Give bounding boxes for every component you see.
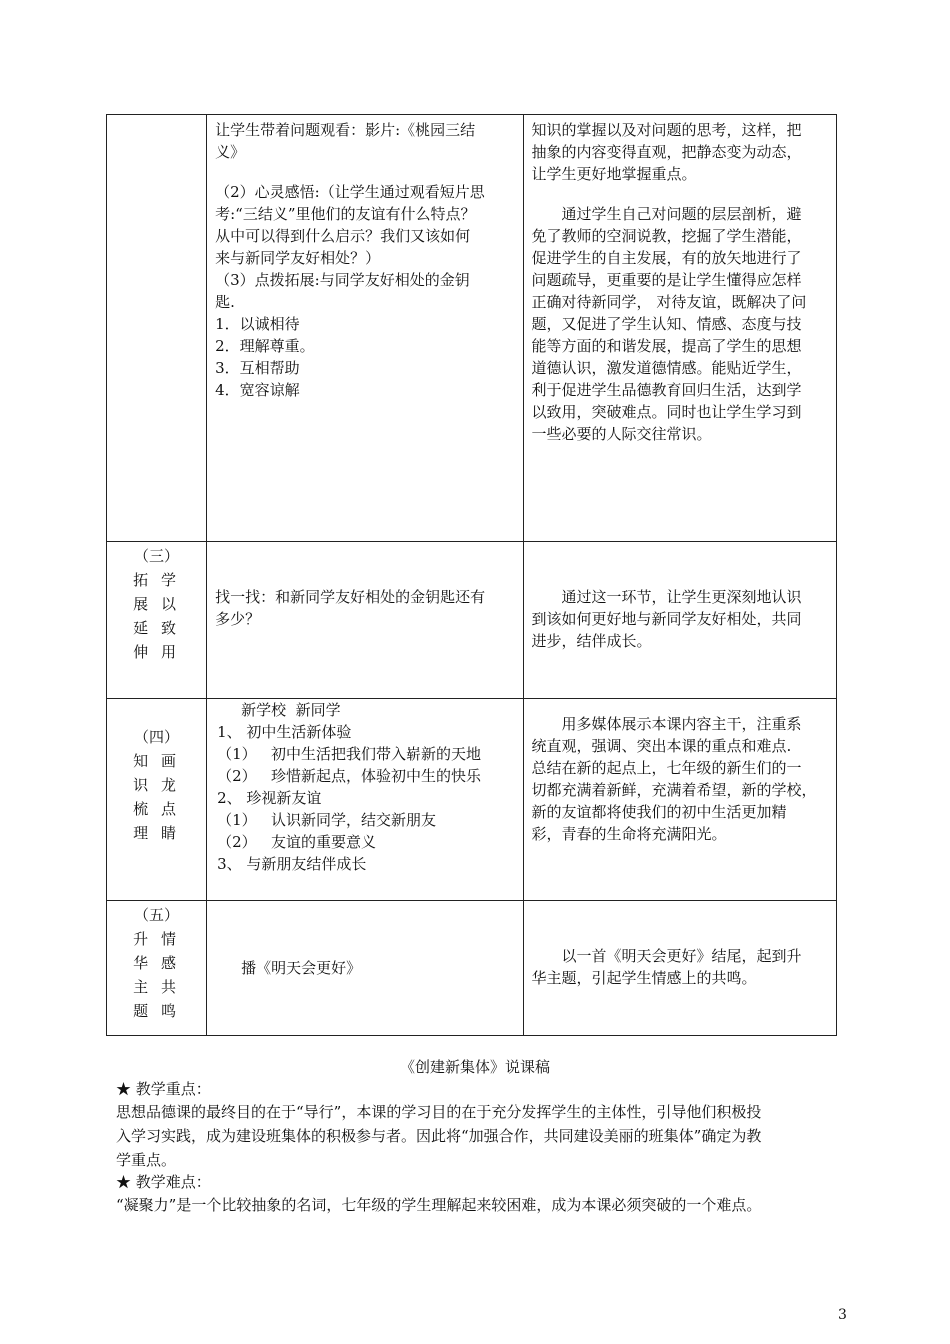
text-line: 正确对待新同学， 对待友谊，既解决了问	[531, 293, 807, 311]
heading-key-points: ★ 教学重点：	[116, 1080, 211, 1098]
stage-label: 识 龙	[133, 776, 180, 794]
stage-number: （三）	[134, 547, 180, 565]
stage-label: 梳 点	[133, 800, 180, 818]
text-line: 找一找：和新同学友好相处的金钥匙还有	[215, 588, 486, 606]
table-row	[107, 542, 837, 699]
intent-cell	[523, 542, 836, 699]
activity-cell	[207, 115, 523, 542]
text-line: 以一首《明天会更好》结尾，起到升	[561, 947, 802, 965]
outline-item: （1） 初中生活把我们带入崭新的天地	[217, 745, 481, 763]
outline-item: 3、 与新朋友结伴成长	[217, 855, 367, 873]
text-line: 到该如何更好地与新同学友好相处，共同	[531, 610, 802, 628]
text-line: 能等方面的和谐发展，提高了学生的思想	[531, 337, 802, 355]
text-line: 抽象的内容变得直观，把静态变为动态，	[531, 143, 802, 161]
intent-cell	[523, 901, 836, 1036]
text-line: （3）点拨拓展:与同学友好相处的金钥	[215, 271, 470, 289]
lesson-plan-table	[106, 114, 837, 1036]
text-line: 义》	[215, 143, 246, 161]
stage-label: 伸 用	[133, 643, 180, 661]
text-line: 让学生更好地掌握重点。	[531, 165, 697, 183]
stage-cell	[107, 542, 207, 699]
list-item: 1．以诚相待	[215, 315, 300, 333]
text-line: 让学生带着问题观看：影片:《桃园三结	[215, 121, 476, 139]
text-line: 题，又促进了学生认知、情感、态度与技	[531, 315, 802, 333]
activity-cell	[207, 699, 523, 901]
stage-label: 知 画	[133, 752, 180, 770]
text-line: 用多媒体展示本课内容主干，注重系	[561, 715, 802, 733]
text-line: 通过学生自己对问题的层层剖析，避	[561, 205, 802, 223]
text-line: 匙.	[215, 293, 235, 311]
text-line: 以致用，突破难点。同时也让学生学习到	[531, 403, 802, 421]
outline-item: （2） 珍惜新起点，体验初中生的快乐	[217, 767, 481, 785]
stage-label: 拓 学	[133, 571, 180, 589]
text-line: 利于促进学生品德教育回归生活，达到学	[531, 381, 802, 399]
stage-cell	[107, 699, 207, 901]
section-heading: 新学校 新同学	[241, 701, 341, 719]
paragraph-line: 思想品德课的最终目的在于“导行”，本课的学习目的在于充分发挥学生的主体性，引导他们积极投	[116, 1103, 762, 1121]
text-line: 来与新同学友好相处？）	[215, 249, 381, 267]
paragraph-line: 入学习实践，成为建设班集体的积极参与者。因此将“加强合作，共同建设美丽的班集体”确定为教	[116, 1127, 762, 1145]
text-line: 切都充满着新鲜，充满着希望，新的学校，	[531, 781, 817, 799]
stage-label: 华 感	[133, 954, 180, 972]
text-line: 道德认识，激发道德情感。能贴近学生，	[531, 359, 802, 377]
text-line: 考:“三结义”里他们的友谊有什么特点？	[215, 205, 476, 223]
stage-cell	[107, 901, 207, 1036]
outline-item: 1、 初中生活新体验	[217, 723, 352, 741]
list-item: 4．宽容谅解	[215, 381, 300, 399]
stage-cell	[107, 115, 207, 542]
table-row	[107, 115, 837, 542]
stage-label: 延 致	[133, 619, 180, 637]
text-line: 通过这一环节，让学生更深刻地认识	[561, 588, 802, 606]
outline-item: 2、 珍视新友谊	[217, 789, 322, 807]
stage-label: 升 情	[133, 930, 180, 948]
stage-label: 主 共	[133, 978, 180, 996]
intent-cell	[523, 115, 836, 542]
stage-number: （四）	[134, 728, 180, 746]
stage-label: 题 鸣	[133, 1002, 180, 1020]
text-line: 知识的掌握以及对问题的思考，这样，把	[531, 121, 802, 139]
text-line: 进步，结伴成长。	[531, 632, 652, 650]
text-line: 促进学生的自主发展，有的放矢地进行了	[531, 249, 802, 267]
text-line: 播《明天会更好》	[241, 959, 362, 977]
stage-number: （五）	[134, 906, 180, 924]
paragraph-line: “凝聚力”是一个比较抽象的名词，七年级的学生理解起来较困难，成为本课必须突破的一个难点。	[116, 1196, 762, 1214]
text-line: （2）心灵感悟:（让学生通过观看短片思	[215, 183, 485, 201]
text-line: 统直观，强调、突出本课的重点和难点.	[531, 737, 792, 755]
intent-cell	[523, 699, 836, 901]
paragraph-line: 学重点。	[116, 1151, 177, 1169]
document-title: 《创建新集体》说课稿	[399, 1058, 550, 1076]
table-row	[107, 699, 837, 901]
text-line: 新的友谊都将使我们的初中生活更加精	[531, 803, 787, 821]
table-row	[107, 901, 837, 1036]
activity-cell	[207, 901, 523, 1036]
text-line: 彩，青春的生命将充满阳光。	[531, 825, 727, 843]
text-line: 一些必要的人际交往常识。	[531, 425, 712, 443]
stage-label: 理 睛	[133, 824, 180, 842]
outline-item: （1） 认识新同学，结交新朋友	[217, 811, 436, 829]
list-item: 2．理解尊重。	[215, 337, 315, 355]
text-line: 从中可以得到什么启示？我们又该如何	[215, 227, 471, 245]
page-number: 3	[838, 1307, 847, 1323]
heading-difficult-points: ★ 教学难点：	[116, 1173, 211, 1191]
text-line: 总结在新的起点上，七年级的新生们的一	[531, 759, 802, 777]
list-item: 3．互相帮助	[215, 359, 300, 377]
outline-item: （2） 友谊的重要意义	[217, 833, 376, 851]
text-line: 华主题，引起学生情感上的共鸣。	[531, 969, 757, 987]
stage-label: 展 以	[133, 595, 180, 613]
activity-cell	[207, 542, 523, 699]
text-line: 问题疏导，更重要的是让学生懂得应怎样	[531, 271, 802, 289]
text-line: 免了教师的空洞说教，挖掘了学生潜能，	[531, 227, 802, 245]
text-line: 多少？	[215, 610, 261, 628]
